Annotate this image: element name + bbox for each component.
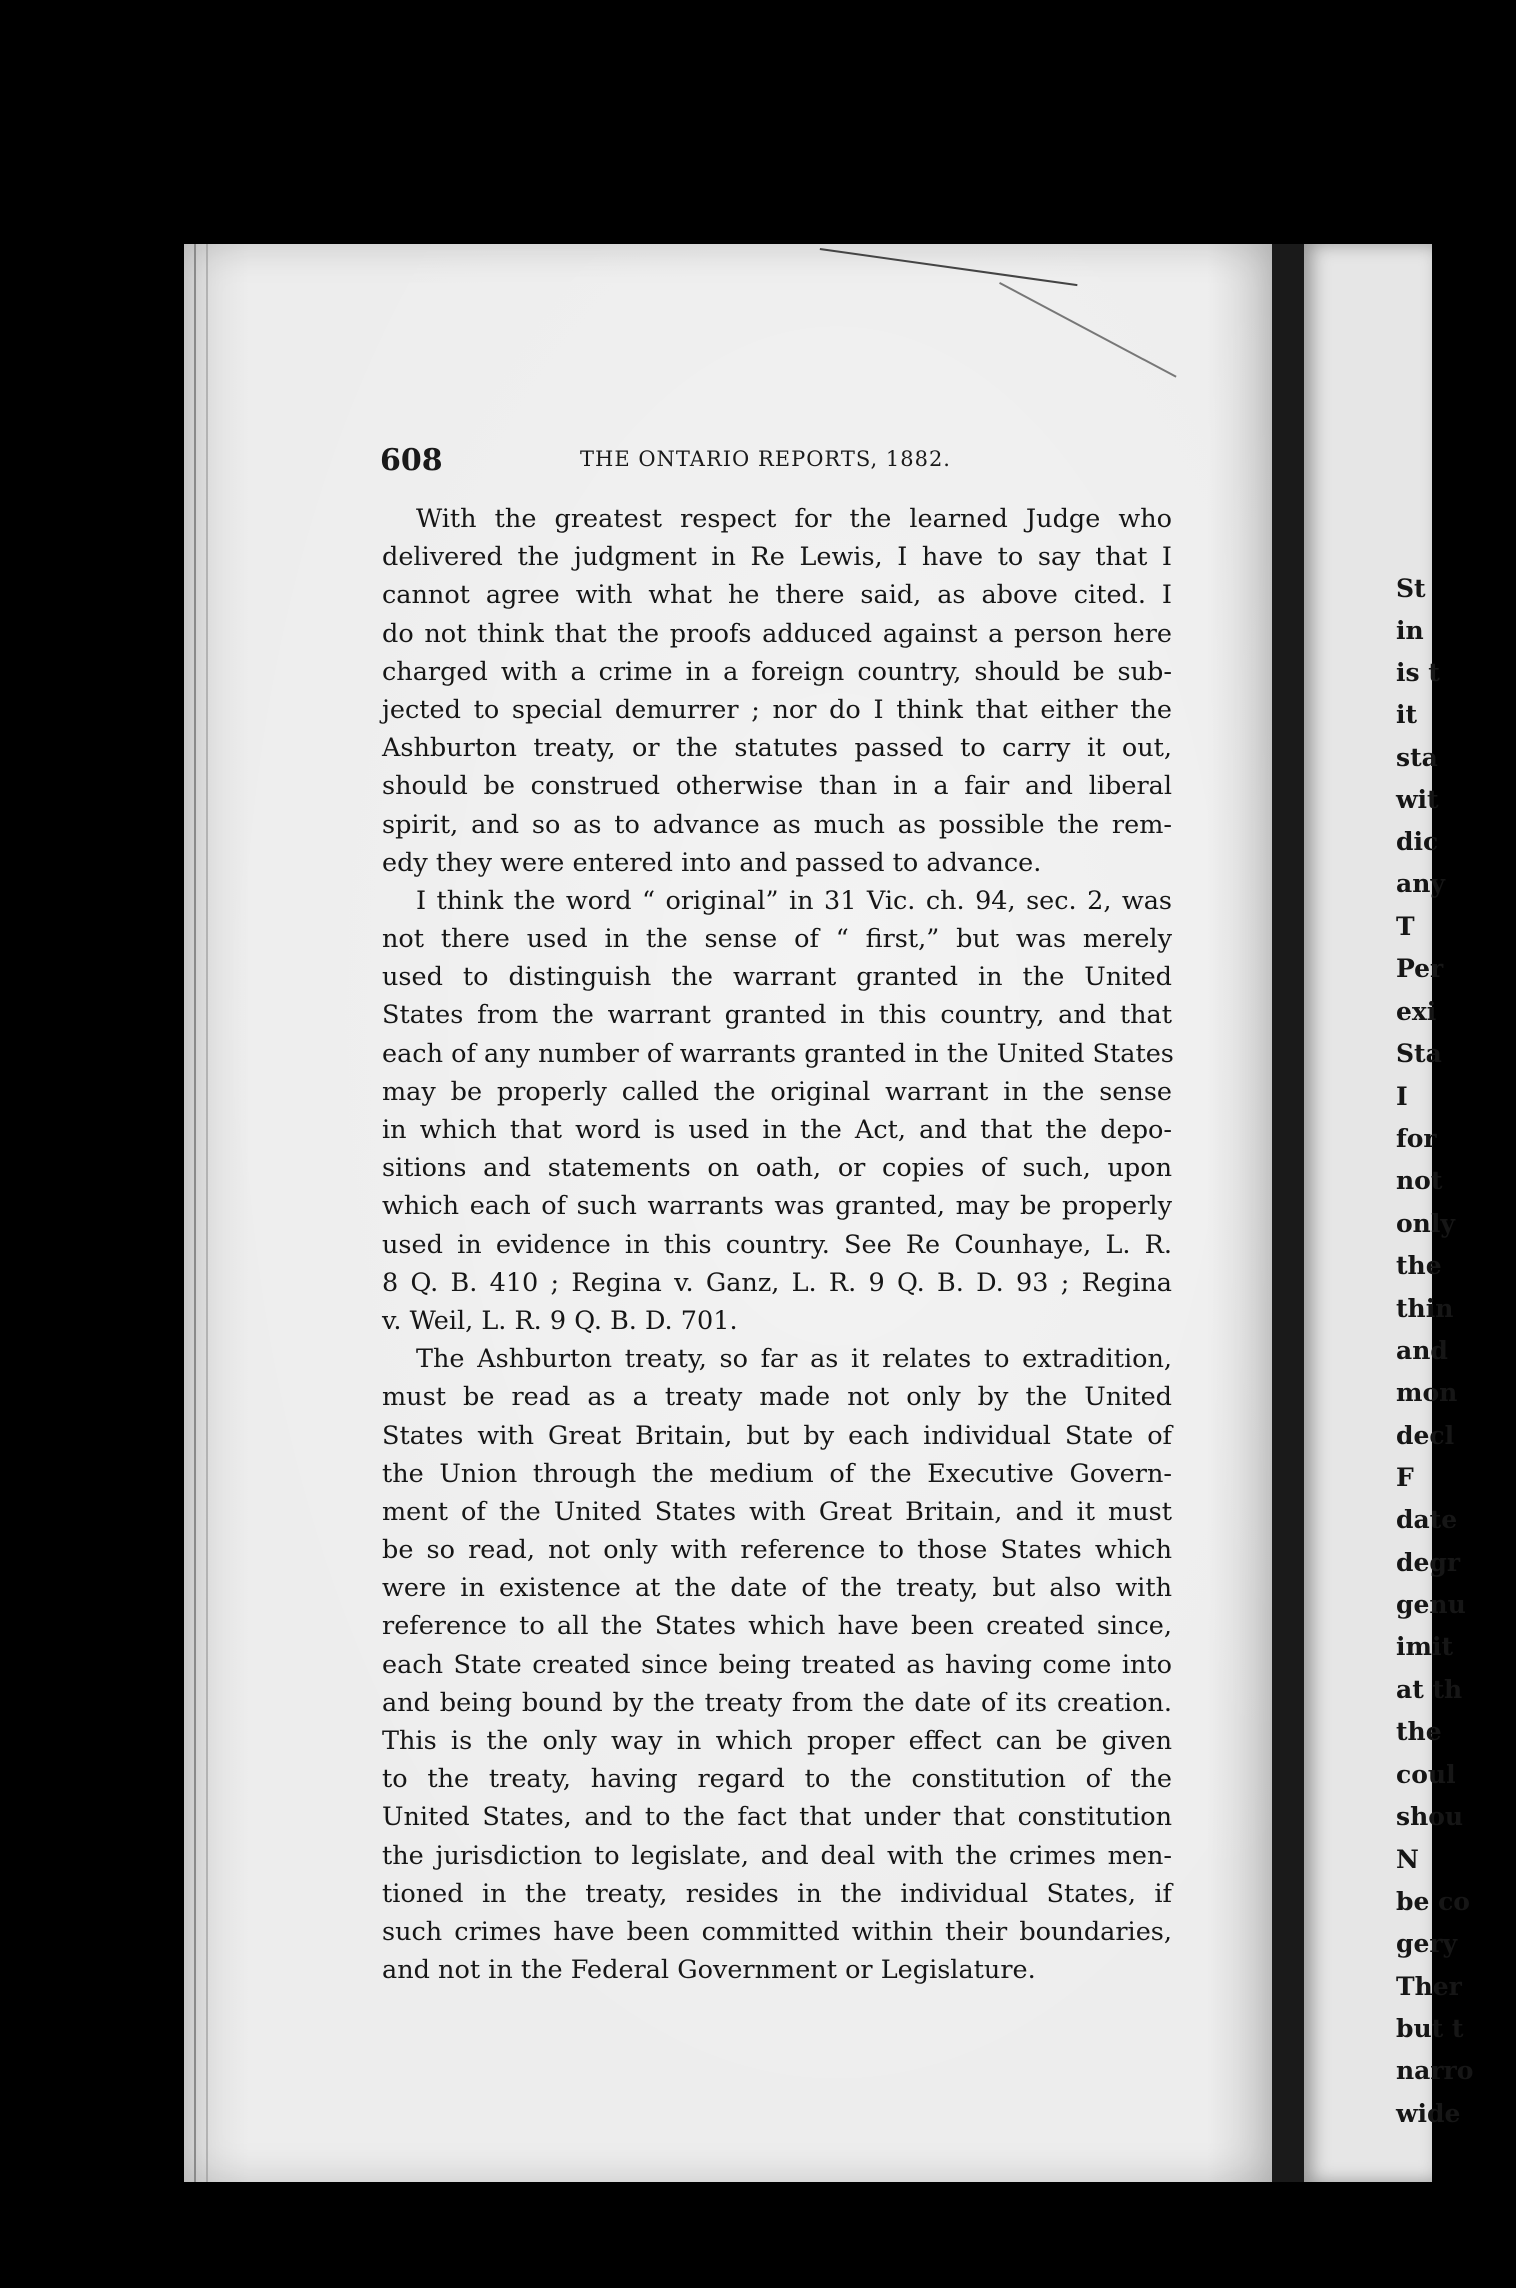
text-line: used in evidence in this country. See Re Counhaye, L. R. — [382, 1229, 1172, 1260]
text-line: Ashburton treaty, or the statutes passed to carry it out, — [382, 733, 1172, 764]
facing-page-line: date — [1396, 1505, 1458, 1534]
text-line: 8 Q. B. 410 ; Regina v. Ganz, L. R. 9 Q. B. D. 93 ; Regina — [382, 1267, 1172, 1298]
facing-page-line: in — [1396, 616, 1424, 645]
facing-page-line: the — [1396, 1251, 1442, 1280]
text-line: used to distinguish the warrant granted in the United — [382, 962, 1172, 993]
text-line: each of any number of warrants granted in the United States — [382, 1038, 1174, 1069]
paragraph — [382, 882, 1172, 1340]
paragraph — [382, 1340, 1172, 1989]
text-line: United States, and to the fact that under that constitution — [382, 1802, 1172, 1833]
text-line: spirit, and so as to advance as much as possible the rem- — [382, 809, 1172, 840]
text-line: This is the only way in which proper effect can be given — [382, 1726, 1172, 1756]
text-line: reference to all the States which have been created since, — [382, 1611, 1172, 1642]
text-line: be so read, not only with reference to those States which — [382, 1535, 1172, 1566]
facing-page-line: T — [1396, 912, 1415, 941]
facing-page-line: coul — [1396, 1760, 1456, 1789]
text-line: the Union through the medium of the Executive Govern- — [382, 1458, 1172, 1489]
facing-page-line: at th — [1396, 1675, 1463, 1704]
text-line: tioned in the treaty, resides in the individual States, if — [382, 1878, 1172, 1909]
facing-page-line: Per — [1396, 954, 1444, 983]
text-line: each State created since being treated as having come into — [382, 1649, 1172, 1680]
text-line: cannot agree with what he there said, as above cited. I — [382, 580, 1172, 611]
body-text — [382, 500, 1172, 1989]
text-line: With the greatest respect for the learned Judge who — [416, 504, 1172, 534]
page-number: 608 — [380, 443, 443, 478]
facing-page-line: mon — [1396, 1378, 1458, 1407]
text-line: may be properly called the original warrant in the sense — [382, 1076, 1172, 1107]
facing-page-line: the — [1396, 1717, 1442, 1746]
text-line: edy they were entered into and passed to advance. — [382, 847, 1042, 878]
binding-gutter — [1272, 244, 1304, 2182]
text-line: must be read as a treaty made not only by the United — [382, 1382, 1172, 1413]
text-line: such crimes have been committed within their boundaries, — [382, 1916, 1172, 1947]
facing-page-line: any — [1396, 869, 1445, 898]
facing-page-line: Sta — [1396, 1039, 1442, 1068]
text-line: the jurisdiction to legislate, and deal with the crimes men- — [382, 1840, 1172, 1871]
facing-page-line: shou — [1396, 1802, 1464, 1831]
text-line: in which that word is used in the Act, and that the depo- — [382, 1115, 1172, 1145]
facing-page-line: Ther — [1396, 1972, 1462, 2001]
text-line: do not think that the proofs adduced against a person here — [382, 618, 1172, 649]
facing-page-line: imit — [1396, 1632, 1453, 1661]
facing-page-line: narro — [1396, 2056, 1474, 2085]
facing-page-line: St — [1396, 574, 1426, 603]
facing-page-line: F — [1396, 1463, 1414, 1492]
text-line: v. Weil, L. R. 9 Q. B. D. 701. — [382, 1305, 738, 1336]
text-line: charged with a crime in a foreign country, should be sub- — [382, 656, 1172, 687]
facing-page-line: gery — [1396, 1929, 1458, 1958]
facing-page-line: exi — [1396, 997, 1437, 1026]
text-line: States from the warrant granted in this country, and that — [382, 1000, 1172, 1031]
facing-page-line: sta — [1396, 743, 1438, 772]
facing-page-line: not — [1396, 1166, 1443, 1195]
facing-page-line: only — [1396, 1209, 1455, 1238]
text-line: jected to special demurrer ; nor do I think that either the — [382, 694, 1172, 725]
text-line: not there used in the sense of “ first,” but was merely — [382, 924, 1172, 955]
facing-page-line: is t — [1396, 658, 1440, 687]
facing-page-line: and — [1396, 1336, 1448, 1365]
paragraph — [382, 500, 1172, 882]
text-line: delivered the judgment in Re Lewis, I have to say that I — [382, 542, 1172, 573]
facing-page-line: but t — [1396, 2014, 1464, 2043]
facing-page-line: wide — [1396, 2099, 1461, 2128]
facing-page-line: for — [1396, 1124, 1437, 1153]
text-line: States with Great Britain, but by each individual State of — [382, 1420, 1172, 1451]
text-line: I think the word “ original” in 31 Vic. ch. 94, sec. 2, was — [416, 885, 1172, 916]
text-line: were in existence at the date of the treaty, but also with — [382, 1573, 1172, 1604]
page-edge-line — [194, 244, 196, 2182]
facing-page-line: thin — [1396, 1294, 1454, 1323]
facing-page-line: it — [1396, 700, 1418, 729]
page-edge-line — [206, 244, 208, 2182]
facing-page-line: dic — [1396, 827, 1439, 856]
facing-page-line: degr — [1396, 1548, 1461, 1577]
text-line: The Ashburton treaty, so far as it relates to extradition, — [416, 1344, 1172, 1375]
text-line: sitions and statements on oath, or copies of such, upon — [382, 1153, 1172, 1184]
text-line: should be construed otherwise than in a fair and liberal — [382, 771, 1172, 802]
facing-page-line: be co — [1396, 1887, 1470, 1916]
facing-page-line: I — [1396, 1082, 1408, 1111]
facing-page-line: wit — [1396, 785, 1439, 814]
text-line: ment of the United States with Great Britain, and it must — [382, 1496, 1172, 1527]
text-line: and being bound by the treaty from the date of its creation. — [382, 1687, 1172, 1718]
facing-page-line: decl — [1396, 1421, 1455, 1450]
facing-page-line: genu — [1396, 1590, 1466, 1619]
text-line: which each of such warrants was granted, may be properly — [382, 1191, 1172, 1222]
text-line: and not in the Federal Government or Legislature. — [382, 1955, 1036, 1986]
facing-page-line: N — [1396, 1845, 1419, 1874]
facing-page — [1304, 244, 1474, 2182]
text-line: to the treaty, having regard to the constitution of the — [382, 1764, 1172, 1795]
page-header — [380, 443, 1160, 483]
running-head: THE ONTARIO REPORTS, 1882. — [580, 447, 951, 471]
